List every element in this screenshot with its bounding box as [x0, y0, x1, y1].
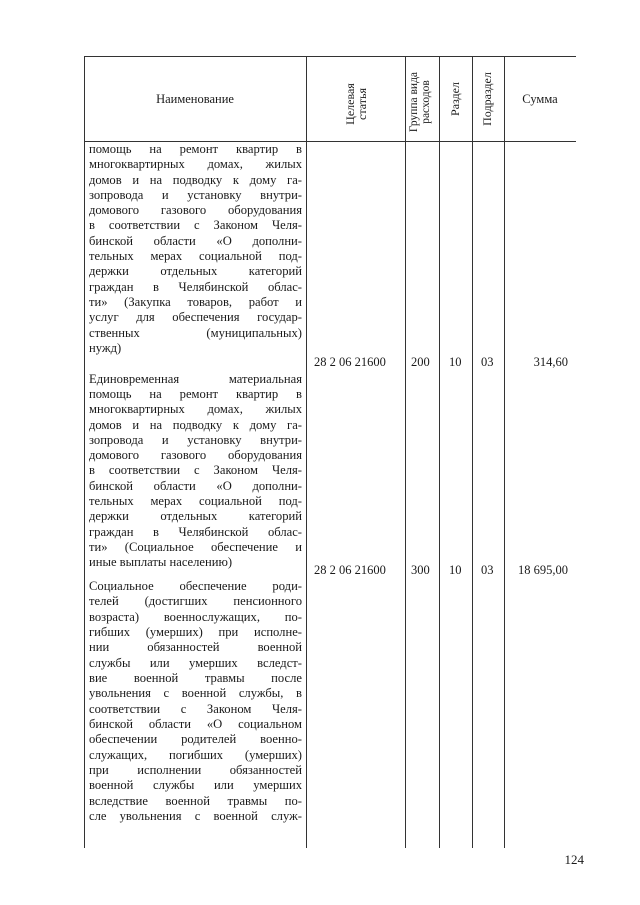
- row-description-line: службы или умерших вследст-: [89, 656, 302, 670]
- row-description-line: тельных мерах социальной под-: [89, 249, 302, 263]
- cell-subsection: 03: [481, 563, 494, 577]
- row-description-line: помощь на ремонт квартир в: [89, 387, 302, 401]
- header-expense-group: [408, 62, 436, 142]
- column-divider-1: [306, 56, 307, 848]
- header-subsection: Подраздел: [480, 72, 494, 126]
- row-description-line: домового газового оборудования: [89, 448, 302, 462]
- header-amount: Сумма: [522, 92, 558, 106]
- cell-expense-group: 200: [411, 355, 430, 369]
- row-description-line: тельных мерах социальной под-: [89, 494, 302, 508]
- header-name: Наименование: [156, 92, 234, 106]
- column-divider-2: [405, 56, 406, 848]
- cell-amount: 314,60: [533, 355, 568, 369]
- table-left-border: [84, 56, 85, 848]
- row-description-line: услуг для обеспечения государ-: [89, 310, 302, 324]
- row-description-line: нужд): [89, 341, 122, 355]
- row-description-line: граждан в Челябинской облас-: [89, 280, 302, 294]
- row-description-line: бинской области «О социальном: [89, 717, 302, 731]
- row-description-line: бинской области «О дополни-: [89, 479, 302, 493]
- row-description-line: вследствие военной травмы по-: [89, 794, 302, 808]
- row-description-line: в соответствии с Законом Челя-: [89, 218, 302, 232]
- row-description-line: держки отдельных категорий: [89, 264, 302, 278]
- row-description-line: помощь на ремонт квартир в: [89, 142, 302, 156]
- row-description-line: сле увольнения с военной служ-: [89, 809, 302, 823]
- cell-section: 10: [449, 355, 462, 369]
- row-description-line: зопровода и установку внутри-: [89, 433, 302, 447]
- row-description-line: при исполнении обязанностей: [89, 763, 302, 777]
- row-description-line: иные выплаты населению): [89, 555, 233, 569]
- row-description-line: возраста) военнослужащих, по-: [89, 610, 302, 624]
- header-target-article-line1: Целевая: [343, 83, 357, 125]
- row-description-line: ти» (Социальное обеспечение и: [89, 540, 302, 554]
- header-expense-group-line1: Группа вида: [408, 71, 420, 133]
- cell-subsection: 03: [481, 355, 494, 369]
- row-description-line: держки отдельных категорий: [89, 509, 302, 523]
- table-top-border: [84, 56, 576, 57]
- row-description-line: домов и на подводку к дому га-: [89, 418, 302, 432]
- cell-target-article: 28 2 06 21600: [314, 355, 386, 369]
- header-section: Раздел: [448, 82, 462, 116]
- page-number: 124: [564, 852, 584, 867]
- row-description-line: ти» (Закупка товаров, работ и: [89, 295, 302, 309]
- row-description-line: увольнения с военной службы, в: [89, 686, 302, 700]
- column-divider-4: [472, 56, 473, 848]
- row-description-line: бинской области «О дополни-: [89, 234, 302, 248]
- row-description-line: зопровода и установку внутри-: [89, 188, 302, 202]
- row-description-line: в соответствии с Законом Челя-: [89, 463, 302, 477]
- column-divider-3: [439, 56, 440, 848]
- row-description-line: вие военной травмы после: [89, 671, 302, 685]
- header-target-article-line2: статья: [355, 88, 369, 120]
- row-description-line: служащих, погибших (умерших): [89, 748, 302, 762]
- row-description-line: Социальное обеспечение роди-: [89, 579, 302, 593]
- cell-target-article: 28 2 06 21600: [314, 563, 386, 577]
- cell-amount: 18 695,00: [518, 563, 568, 577]
- column-divider-5: [504, 56, 505, 848]
- header-expense-group-line2: расходов: [420, 80, 432, 124]
- row-description-line: соответствии с Законом Челя-: [89, 702, 302, 716]
- row-description-line: обеспечении родителей военно-: [89, 732, 302, 746]
- cell-section: 10: [449, 563, 462, 577]
- row-description-line: домового газового оборудования: [89, 203, 302, 217]
- row-description-line: нии обязанностей военной: [89, 640, 302, 654]
- cell-expense-group: 300: [411, 563, 430, 577]
- row-description-line: телей (достигших пенсионного: [89, 594, 302, 608]
- row-description-line: домов и на подводку к дому га-: [89, 173, 302, 187]
- row-description-line: граждан в Челябинской облас-: [89, 525, 302, 539]
- row-description-line: военной службы или умерших: [89, 778, 302, 792]
- row-description-line: Единовременная материальная: [89, 372, 302, 386]
- row-description-line: многоквартирных домах, жилых: [89, 402, 302, 416]
- row-description-line: гибших (умерших) при исполне-: [89, 625, 302, 639]
- header-target-article: [344, 64, 368, 144]
- row-description-line: многоквартирных домах, жилых: [89, 157, 302, 171]
- row-description-line: ственных (муниципальных): [89, 326, 302, 340]
